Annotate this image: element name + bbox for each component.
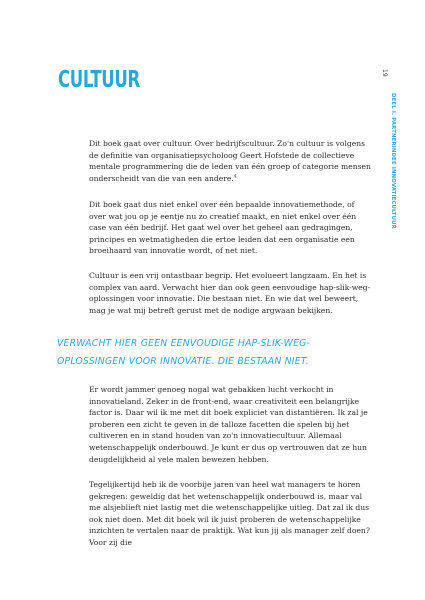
footnote-marker: 4 — [233, 174, 237, 180]
running-head: DEEL I. PARTNERINDEE INNOVATIECULTUUR — [390, 93, 396, 229]
paragraph-2: Dit boek gaat dus niet enkel over één bepaalde innovatiemethode, of over wat jou op je eentje nu zo creatief maakt, en niet enkel over één case van één bedrijf. Het gaat wel over het geheel aan gedragingen, principes en wetmatigheden die ertoe leiden dat een organisatie een broeihaard van innovatie wordt, of net niet. — [89, 200, 357, 256]
page-number: 19 — [381, 69, 388, 77]
paragraph-1-text: Dit boek gaat over cultuur. Over bedrijfscultuur. Zo'n cultuur is volgens de definitie van organisatiepsycholoog Geert Hofstede de collectieve mentale programmering die de leden van één groep of categorie mensen onderscheidt van die van een andere. — [89, 139, 371, 183]
chapter-title: CULTUUR — [58, 67, 140, 93]
pull-quote: VERWACHT HIER GEEN EENVOUDIGE HAP-SLIK-WEG-OPLOSSINGEN VOOR INNOVATIE. DIE BESTAAN NIET. — [57, 338, 311, 368]
paragraph-3: Cultuur is een vrij ontastbaar begrip. Het evolueert langzaam. En het is complex van aard. Verwacht hier dan ook geen eenvoudige hap-slik-weg-oplossingen voor innovatie. Die bestaan niet. En wie dat wel beweert, mag je wat mij betreft gerust met de nodige argwaan bekijken. — [89, 271, 371, 315]
paragraph-1 — [89, 138, 371, 184]
paragraph-4: Er wordt jammer genoeg nogal wat gebakken lucht verkocht in innovatieland. Zeker in de front-end, waar creativiteit een belangrijke factor is. Daar wil ik me met dit boek expliciet van distantiëren. Ik zal je proberen een zicht te geven in de talloze facetten die spelen bij het cultiveren en in stand houden van zo'n innovatiecultuur. Allemaal wetenschappelijk onderbouwd. Je kunt er dus op vertrouwen dat ze hun deugdelijkheid al vele malen bewezen hebben. — [89, 385, 368, 464]
paragraph-5: Tegelijkertijd heb ik de voorbije jaren van heel wat managers te horen gekregen: geweldig dat het wetenschappelijk onderbouwd is, maar val me alsjeblieft niet lastig met die wetenschappelijke uitleg. Dat zal ik dus ook niet doen. Met dit boek wil ik juist proberen de wetenschappelijke inzichten te vertalen naar de praktijk. Wat kun jij als manager zelf doen? Voor zij die — [89, 480, 370, 547]
